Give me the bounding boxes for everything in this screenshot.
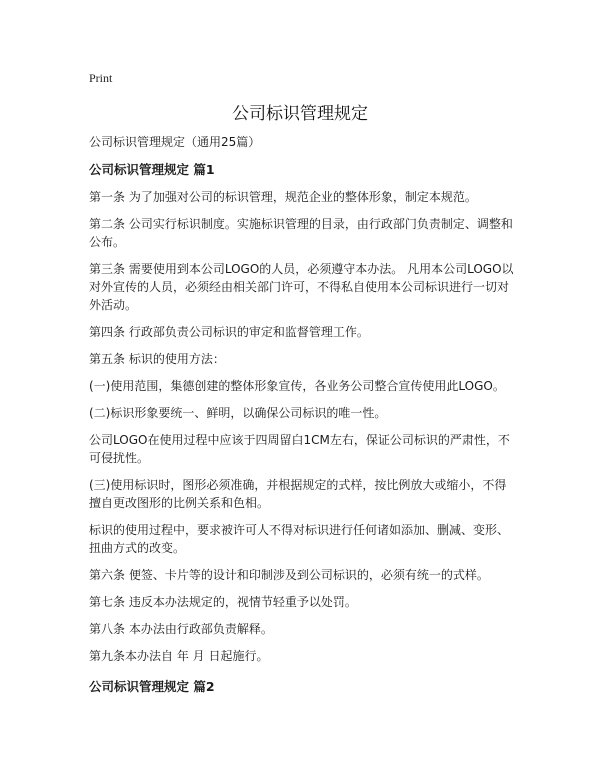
section-heading-1: 公司标识管理规定 篇1 bbox=[89, 162, 215, 177]
article-3: 第三条 需要使用到本公司LOGO的人员，必须遵守本办法。 凡用本公司LOGO以对外宣传的人员，必须经由相关部门许可，不得私自使用本公司标识进行一切对外活动。 bbox=[89, 262, 514, 312]
document-body bbox=[89, 134, 517, 705]
article-9: 第九条本办法自 年 月 日起施行。 bbox=[89, 649, 269, 663]
print-link[interactable]: Print bbox=[89, 71, 113, 85]
article-6: 第六条 便签、卡片等的设计和印制涉及到公司标识的，必须有统一的式样。 bbox=[89, 568, 489, 582]
article-1: 第一条 为了加强对公司的标识管理，规范企业的整体形象，制定本规范。 bbox=[89, 190, 477, 204]
page-title: 公司标识管理规定 bbox=[232, 104, 368, 124]
logo-modification-rule: 标识的使用过程中，要求被许可人不得对标识进行任何诸如添加、删减、变形、扭曲方式的改变。 bbox=[89, 523, 510, 555]
article-7: 第七条 违反本办法规定的，视情节轻重予以处罚。 bbox=[89, 595, 357, 609]
logo-uniformity: (二)标识形象要统一、鲜明，以确保公司标识的唯一性。 bbox=[89, 406, 387, 420]
article-4: 第四条 行政部负责公司标识的审定和监督管理工作。 bbox=[89, 325, 369, 339]
article-8: 第八条 本办法由行政部负责解释。 bbox=[89, 622, 273, 636]
section-heading-2: 公司标识管理规定 篇2 bbox=[89, 679, 215, 694]
document-subtitle: 公司标识管理规定（通用25篇） bbox=[89, 135, 261, 149]
usage-scope: (一)使用范围，集德创建的整体形象宣传，各业务公司整合宣传使用此LOGO。 bbox=[89, 379, 505, 393]
article-5: 第五条 标识的使用方法： bbox=[89, 352, 225, 366]
article-2: 第二条 公司实行标识制度。实施标识管理的目录，由行政部门负责制定、调整和公布。 bbox=[89, 217, 513, 249]
logo-scaling-rule: (三)使用标识时，图形必须准确，并根据规定的式样，按比例放大或缩小，不得擅自更改图形的比例关系和色相。 bbox=[89, 478, 507, 510]
logo-margin-rule: 公司LOGO在使用过程中应该于四周留白1CM左右，保证公司标识的严肃性，不可侵扰性。 bbox=[89, 433, 510, 465]
